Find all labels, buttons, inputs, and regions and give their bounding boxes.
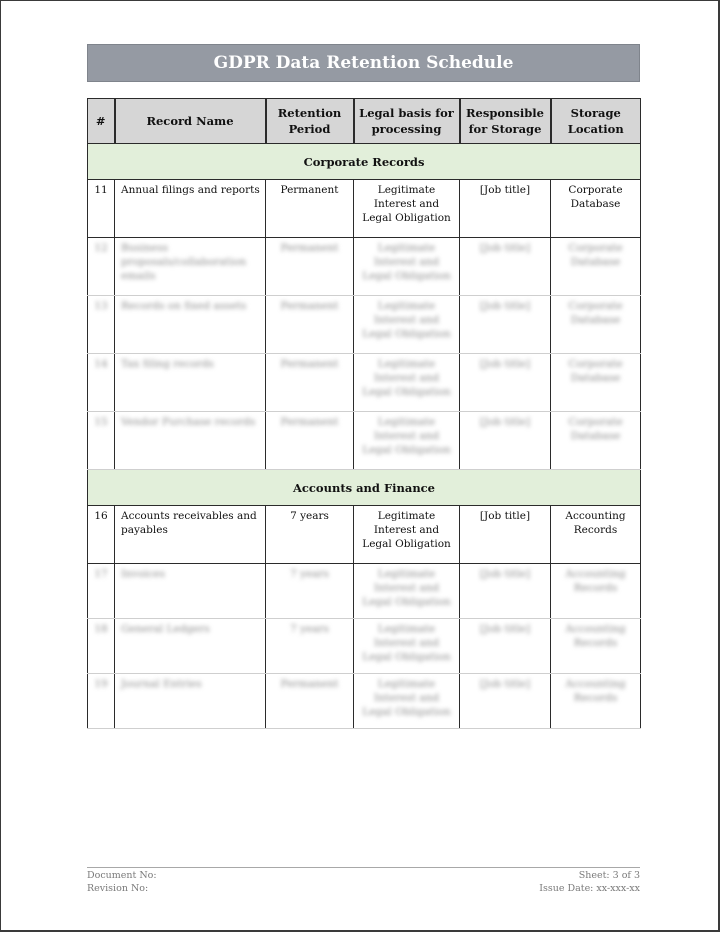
retention-period: 7 years (290, 568, 329, 580)
retention-period: Permanent (280, 300, 339, 312)
section-title: Accounts and Finance (88, 470, 641, 506)
legal-basis: Legitimate Interest and Legal Obligation (362, 623, 451, 663)
row-number-cell (88, 674, 115, 729)
responsible-cell (460, 238, 551, 296)
legal-basis: Legitimate Interest and Legal Obligation (362, 568, 451, 608)
record-name: General Ledgers (121, 623, 210, 635)
column-header-legal-basis: Legal basis for processing (354, 99, 460, 144)
retention-period-cell (266, 238, 354, 296)
retention-period-cell (266, 296, 354, 354)
legal-basis-cell (354, 238, 460, 296)
legal-basis-cell (354, 412, 460, 470)
retention-period-cell (266, 564, 354, 619)
section-row-accounts-and-finance (88, 470, 641, 506)
responsible: [Job title] (460, 180, 551, 238)
row-number: 12 (94, 242, 108, 254)
record-name: Accounts receivables and payables (115, 506, 266, 564)
retention-period: 7 years (290, 623, 329, 635)
row-number: 19 (94, 678, 108, 690)
responsible: [Job title] (479, 358, 531, 370)
retention-period: Permanent (280, 358, 339, 370)
table-row-blurred (88, 674, 641, 729)
row-number-cell (88, 412, 115, 470)
page-footer (87, 867, 640, 895)
table-row (88, 506, 641, 564)
column-header-responsible: Responsible for Storage (460, 99, 551, 144)
retention-period-cell (266, 674, 354, 729)
legal-basis-cell (354, 564, 460, 619)
table-row-blurred (88, 619, 641, 674)
retention-period-cell (266, 619, 354, 674)
row-number: 16 (88, 506, 115, 564)
retention-period-cell (266, 412, 354, 470)
storage-location: Accounting Records (565, 568, 626, 594)
column-header-number: # (88, 99, 115, 144)
column-header-storage-location: Storage Location (551, 99, 641, 144)
responsible-cell (460, 674, 551, 729)
table-row-blurred (88, 296, 641, 354)
legal-basis: Legitimate Interest and Legal Obligation (362, 678, 451, 718)
legal-basis: Legitimate Interest and Legal Obligation (354, 506, 460, 564)
legal-basis: Legitimate Interest and Legal Obligation (354, 180, 460, 238)
retention-period-cell (266, 354, 354, 412)
storage-location-cell (551, 674, 641, 729)
row-number: 18 (94, 623, 108, 635)
storage-location-cell (551, 354, 641, 412)
record-name-cell (115, 296, 266, 354)
table-row-blurred (88, 412, 641, 470)
responsible: [Job title] (479, 242, 531, 254)
row-number-cell (88, 564, 115, 619)
row-number: 11 (88, 180, 115, 238)
responsible: [Job title] (479, 678, 531, 690)
record-name: Invoices (121, 568, 166, 580)
record-name-cell (115, 238, 266, 296)
retention-period: Permanent (280, 242, 339, 254)
storage-location: Accounting Records (565, 623, 626, 649)
table-header-row (88, 99, 641, 144)
responsible-cell (460, 619, 551, 674)
record-name-cell (115, 412, 266, 470)
legal-basis: Legitimate Interest and Legal Obligation (362, 300, 451, 340)
row-number: 14 (94, 358, 108, 370)
row-number-cell (88, 619, 115, 674)
responsible: [Job title] (479, 300, 531, 312)
record-name: Tax filing records (121, 358, 214, 370)
record-name-cell (115, 564, 266, 619)
table-row-blurred (88, 564, 641, 619)
row-number: 13 (94, 300, 108, 312)
column-header-retention-period: Retention Period (266, 99, 354, 144)
responsible: [Job title] (460, 506, 551, 564)
responsible-cell (460, 564, 551, 619)
issue-date: Issue Date: xx-xxx-xx (539, 882, 640, 894)
storage-location: Corporate Database (568, 242, 623, 268)
storage-location: Corporate Database (568, 416, 623, 442)
storage-location: Accounting Records (565, 678, 626, 704)
retention-period: Permanent (266, 180, 354, 238)
sheet-number: Sheet: 3 of 3 (578, 870, 640, 881)
responsible-cell (460, 412, 551, 470)
record-name: Annual filings and reports (115, 180, 266, 238)
storage-location-cell (551, 238, 641, 296)
table-row (88, 180, 641, 238)
legal-basis-cell (354, 674, 460, 729)
legal-basis-cell (354, 354, 460, 412)
row-number: 15 (94, 416, 108, 428)
table-row-blurred (88, 238, 641, 296)
retention-period: Permanent (280, 416, 339, 428)
table-row-blurred (88, 354, 641, 412)
footer-right (539, 870, 640, 895)
footer-left (87, 870, 157, 895)
responsible: [Job title] (479, 416, 531, 428)
responsible: [Job title] (479, 568, 531, 580)
record-name: Vendor Purchase records (121, 416, 256, 428)
storage-location: Corporate Database (568, 358, 623, 384)
storage-location: Corporate Database (551, 180, 641, 238)
legal-basis: Legitimate Interest and Legal Obligation (362, 416, 451, 456)
row-number-cell (88, 238, 115, 296)
legal-basis-cell (354, 296, 460, 354)
retention-schedule-table (87, 98, 641, 729)
record-name-cell (115, 619, 266, 674)
legal-basis: Legitimate Interest and Legal Obligation (362, 358, 451, 398)
storage-location-cell (551, 412, 641, 470)
record-name: Business proposals/collaboration emails (121, 242, 247, 282)
row-number-cell (88, 354, 115, 412)
record-name-cell (115, 674, 266, 729)
storage-location-cell (551, 619, 641, 674)
responsible-cell (460, 354, 551, 412)
legal-basis: Legitimate Interest and Legal Obligation (362, 242, 451, 282)
record-name: Records on fixed assets (121, 300, 247, 312)
storage-location: Corporate Database (568, 300, 623, 326)
storage-location-cell (551, 564, 641, 619)
document-title: GDPR Data Retention Schedule (87, 44, 640, 82)
column-header-record-name: Record Name (115, 99, 266, 144)
legal-basis-cell (354, 619, 460, 674)
storage-location-cell (551, 296, 641, 354)
section-title: Corporate Records (88, 144, 641, 180)
record-name: Journal Entries (121, 678, 202, 690)
retention-period: 7 years (266, 506, 354, 564)
row-number-cell (88, 296, 115, 354)
storage-location: Accounting Records (551, 506, 641, 564)
revision-number-label: Revision No: (87, 882, 149, 894)
document-number-label: Document No: (87, 870, 157, 881)
retention-period: Permanent (280, 678, 339, 690)
responsible-cell (460, 296, 551, 354)
section-row-corporate-records (88, 144, 641, 180)
record-name-cell (115, 354, 266, 412)
responsible: [Job title] (479, 623, 531, 635)
row-number: 17 (94, 568, 108, 580)
